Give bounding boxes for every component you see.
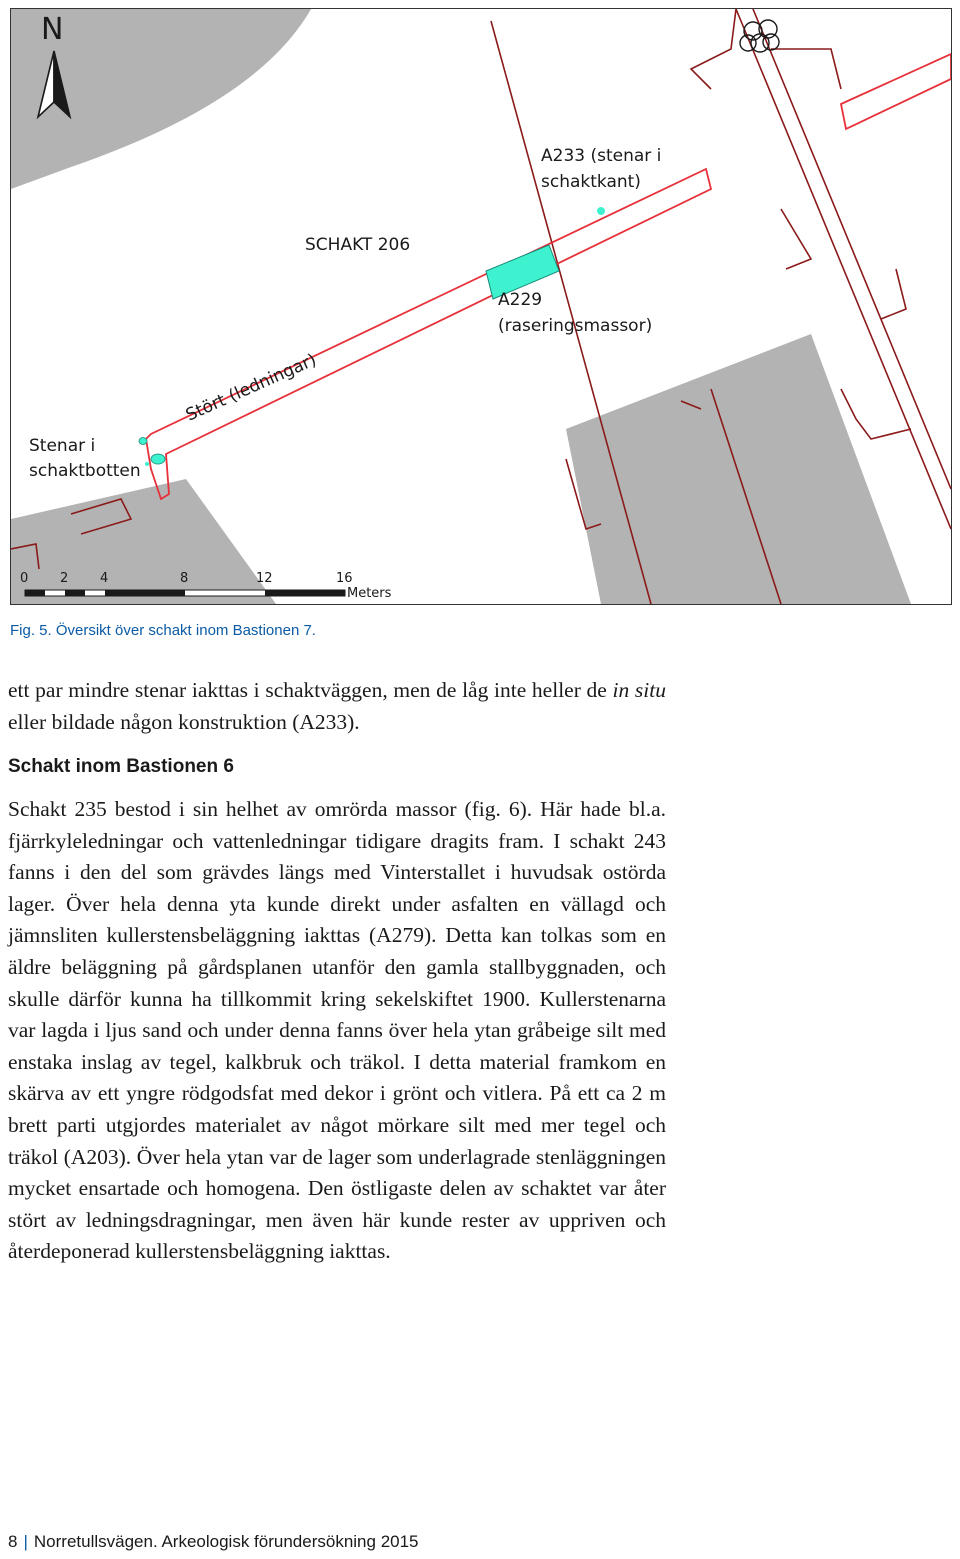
figure-caption: Fig. 5. Översikt över schakt inom Bastionen 7. bbox=[10, 622, 316, 639]
footer-separator: | bbox=[23, 1532, 28, 1551]
map-feature-stones-2 bbox=[151, 454, 165, 464]
site-map-drawing bbox=[11, 9, 951, 604]
label-stenar-line2: schaktbotten bbox=[29, 461, 141, 481]
label-a233-line2: schaktkant) bbox=[541, 172, 641, 192]
page-footer bbox=[8, 1532, 419, 1552]
tree-icon bbox=[740, 20, 779, 52]
scale-unit: Meters bbox=[347, 586, 392, 601]
page-number: 8 bbox=[8, 1532, 18, 1551]
map-feature-a233 bbox=[597, 207, 605, 215]
site-map bbox=[10, 8, 952, 605]
paragraph-1-part2: eller bildade någon konstruktion (A233). bbox=[8, 709, 360, 734]
scale-tick-8: 8 bbox=[180, 571, 189, 586]
section-heading: Schakt inom Bastionen 6 bbox=[8, 756, 234, 777]
paragraph-2: Schakt 235 bestod i sin helhet av omrörda massor (fig. 6). Här hade bl.a. fjärrkyleledningar och vattenledningar tidigare dragits fram. I schakt 243 fanns i den del som grävdes längs med Vinterstallet i huvudsak ostörda lager. Över hela denna yta kunde direkt under asfalten en vällagd och jämnsliten kullerstensbeläggning iakttas (A279). Detta kan tolkas som en äldre beläggning på gårdsplanen utanför den gamla stallbyggnaden, och skulle därför kunna ha tillkommit kring sekelskiftet 1900. Kullerstenarna var lagda i ljus sand och under denna fanns över hela ytan gråbeige silt med enstaka inslag av tegel, kalkbruk och träkol. I detta material framkom en skärva av ett yngre rödgodsfat med dekor i grönt och vitlera. På ett ca 2 m brett parti utgjordes materialet av något mörkare silt med mer tegel och träkol (A203). Över hela ytan var de lager som underlagrade stenläggningen mycket ensartade och homogena. Den östligaste delen av schaktet var åter stört av ledningsdragningar, men även här kunde rester av uppriven och återdeponerad kullerstensbeläggning iakttas. bbox=[8, 797, 666, 1264]
scale-tick-2: 2 bbox=[60, 571, 69, 586]
map-feature-stones-1 bbox=[139, 438, 147, 445]
map-feature-stones-3 bbox=[145, 462, 149, 466]
scale-tick-12: 12 bbox=[256, 571, 273, 586]
label-a233-line1: A233 (stenar i bbox=[541, 146, 662, 166]
paragraph-1 bbox=[8, 675, 666, 738]
paragraph-1-part1: ett par mindre stenar iakttas i schaktväggen, men de låg inte heller de bbox=[8, 678, 613, 702]
paragraph-1-italic: in situ bbox=[612, 678, 666, 702]
scale-tick-4: 4 bbox=[100, 571, 109, 586]
scale-tick-0: 0 bbox=[20, 571, 29, 586]
map-building-southwest bbox=[11, 479, 276, 604]
label-stenar-line1: Stenar i bbox=[29, 436, 96, 456]
label-schakt-206: SCHAKT 206 bbox=[305, 235, 411, 255]
map-building-southeast bbox=[566, 334, 911, 604]
footer-title: Norretullsvägen. Arkeologisk förundersökning 2015 bbox=[33, 1532, 419, 1551]
north-label: N bbox=[41, 12, 64, 47]
label-stort: Stört (ledningar) bbox=[182, 350, 320, 426]
scale-tick-16: 16 bbox=[336, 571, 353, 586]
label-a229-line2: (raseringsmassor) bbox=[498, 316, 653, 336]
label-a229-line1: A229 bbox=[498, 290, 543, 310]
